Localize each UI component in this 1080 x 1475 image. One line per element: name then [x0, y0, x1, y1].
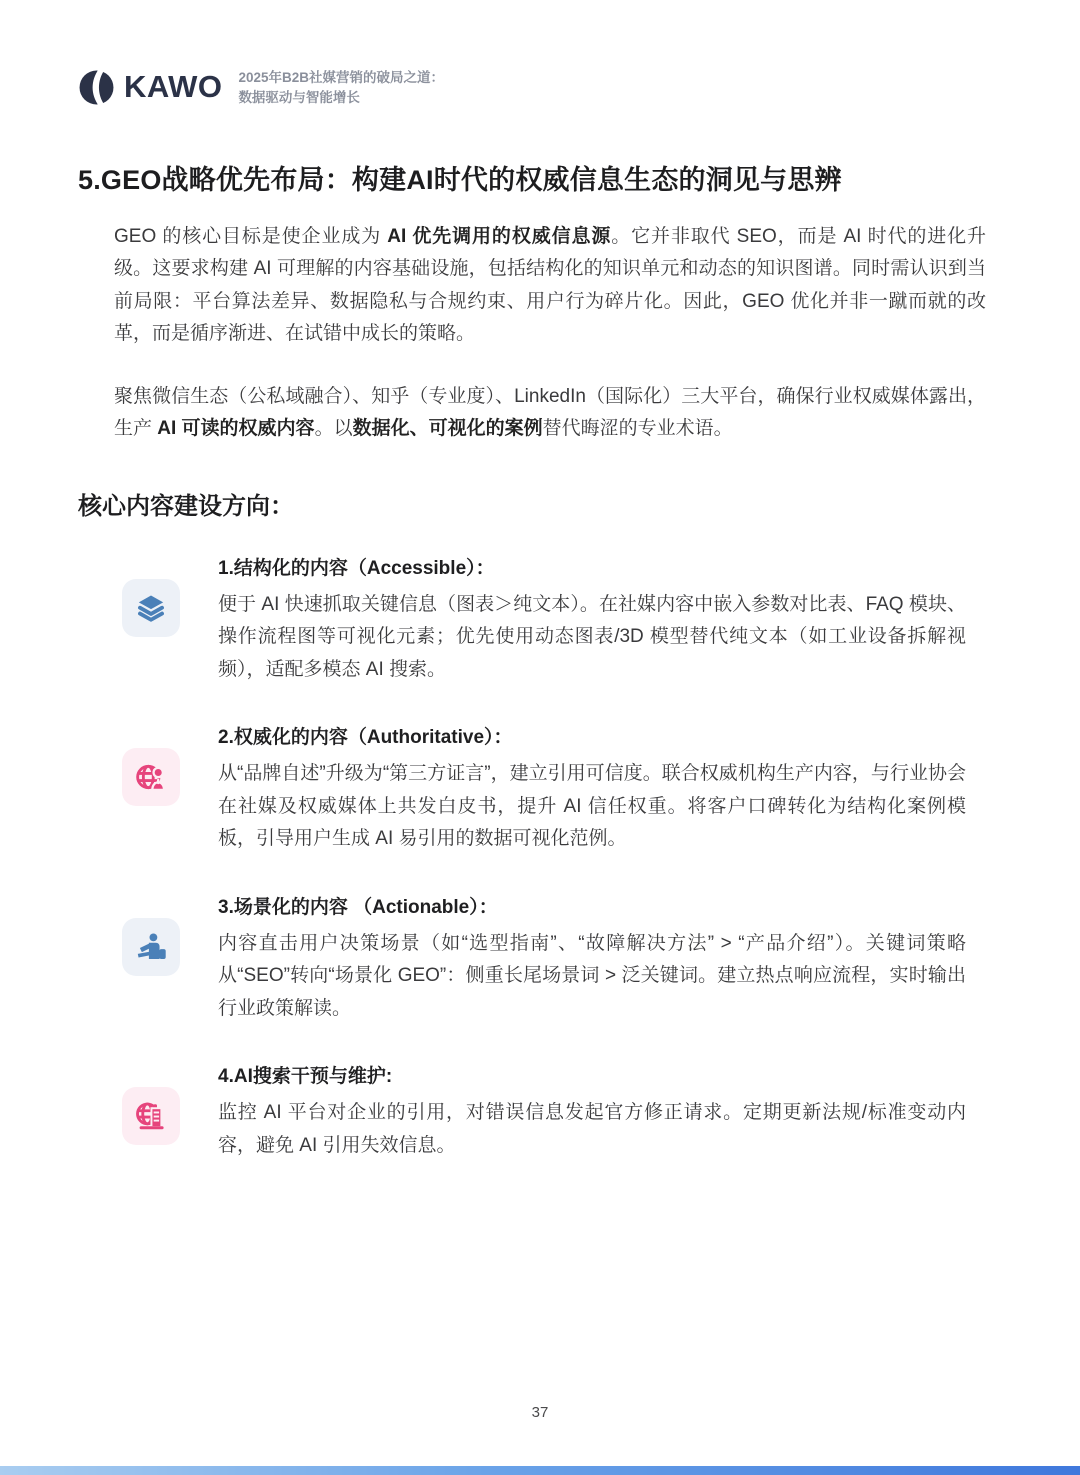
content-item-actionable: [78, 892, 1002, 1025]
report-subtitle: [238, 66, 444, 109]
item-text-block: [218, 553, 966, 686]
page-header: [78, 66, 444, 109]
content-item-ai-maintenance: [78, 1061, 1002, 1162]
report-subtitle-line2: 数据驱动与智能增长: [238, 90, 360, 106]
item-body: 便于 AI 快速抓取关键信息（图表＞纯文本）。在社媒内容中嵌入参数对比表、FAQ 模块、操作流程图等可视化元素；优先使用动态图表/3D 模型替代纯文本（如工业设备拆解视频），适配多模态 AI 搜索。: [218, 593, 966, 680]
item-title: 3.场景化的内容 （Actionable）：: [218, 896, 498, 918]
item-title: 2.权威化的内容（Authoritative）：: [218, 727, 513, 749]
item-title: 4.AI搜索干预与维护:: [218, 1066, 393, 1088]
content-item-structured: [78, 553, 1002, 686]
paragraph-1: GEO 的核心目标是使企业成为 AI 优先调用的权威信息源。它并非取代 SEO，而是 AI 时代的进化升级。这要求构建 AI 可理解的内容基础设施，包括结构化的知识单元和动态的知识图谱。同时需认识到当前局限：平台算法差异、数据隐私与合规约束、用户行为碎片化。因此，GEO 优化并非一蹴而就的改革，而是循序渐进、在试错中成长的策略。: [114, 226, 987, 345]
item-text-block: [218, 722, 966, 855]
item-body: 从“品牌自述”升级为“第三方证言”，建立引用可信度。联合权威机构生产内容，与行业协会在社媒及权威媒体上共发白皮书，提升 AI 信任权重。将客户口碑转化为结构化案例模板，引导用户生成 AI 易引用的数据可视化范例。: [218, 763, 966, 850]
globe-person-icon: [122, 748, 180, 806]
subsection-heading: 核心内容建设方向：: [78, 492, 294, 520]
item-text-block: [218, 892, 966, 1025]
globe-building-icon: [122, 1087, 180, 1145]
item-body: 监控 AI 平台对企业的引用，对错误信息发起官方修正请求。定期更新法规/标准变动内容，避免 AI 引用失效信息。: [218, 1102, 966, 1156]
page-number: 37: [531, 1404, 549, 1421]
layers-icon: [122, 579, 180, 637]
content-item-authoritative: [78, 722, 1002, 855]
item-text-block: [218, 1061, 966, 1162]
main-content: [78, 158, 1002, 1198]
kawo-logo: [78, 69, 222, 106]
item-title: 1.结构化的内容（Accessible）：: [218, 557, 495, 579]
paragraph-2: 聚焦微信生态（公私域融合）、知乎（专业度）、LinkedIn（国际化）三大平台，确保行业权威媒体露出，生产 AI 可读的权威内容。以数据化、可视化的案例替代晦涩的专业术语。: [114, 385, 986, 440]
footer-accent-bar: [0, 1466, 1080, 1475]
section-title: 5.GEO战略优先布局：构建AI时代的权威信息生态的洞见与思辨: [78, 165, 842, 195]
item-body: 内容直击用户决策场景（如“选型指南”、“故障解决方法” > “产品介绍”）。关键词策略从“SEO”转向“场景化 GEO”：侧重长尾场景词 > 泛关键词。建立热点响应流程，实时输出行业政策解读。: [218, 932, 966, 1019]
person-desk-icon: [122, 918, 180, 976]
kawo-logo-icon: [78, 69, 115, 106]
report-subtitle-line1: 2025年B2B社媒营销的破局之道：: [238, 70, 444, 85]
kawo-logo-text: KAWO: [124, 69, 223, 105]
